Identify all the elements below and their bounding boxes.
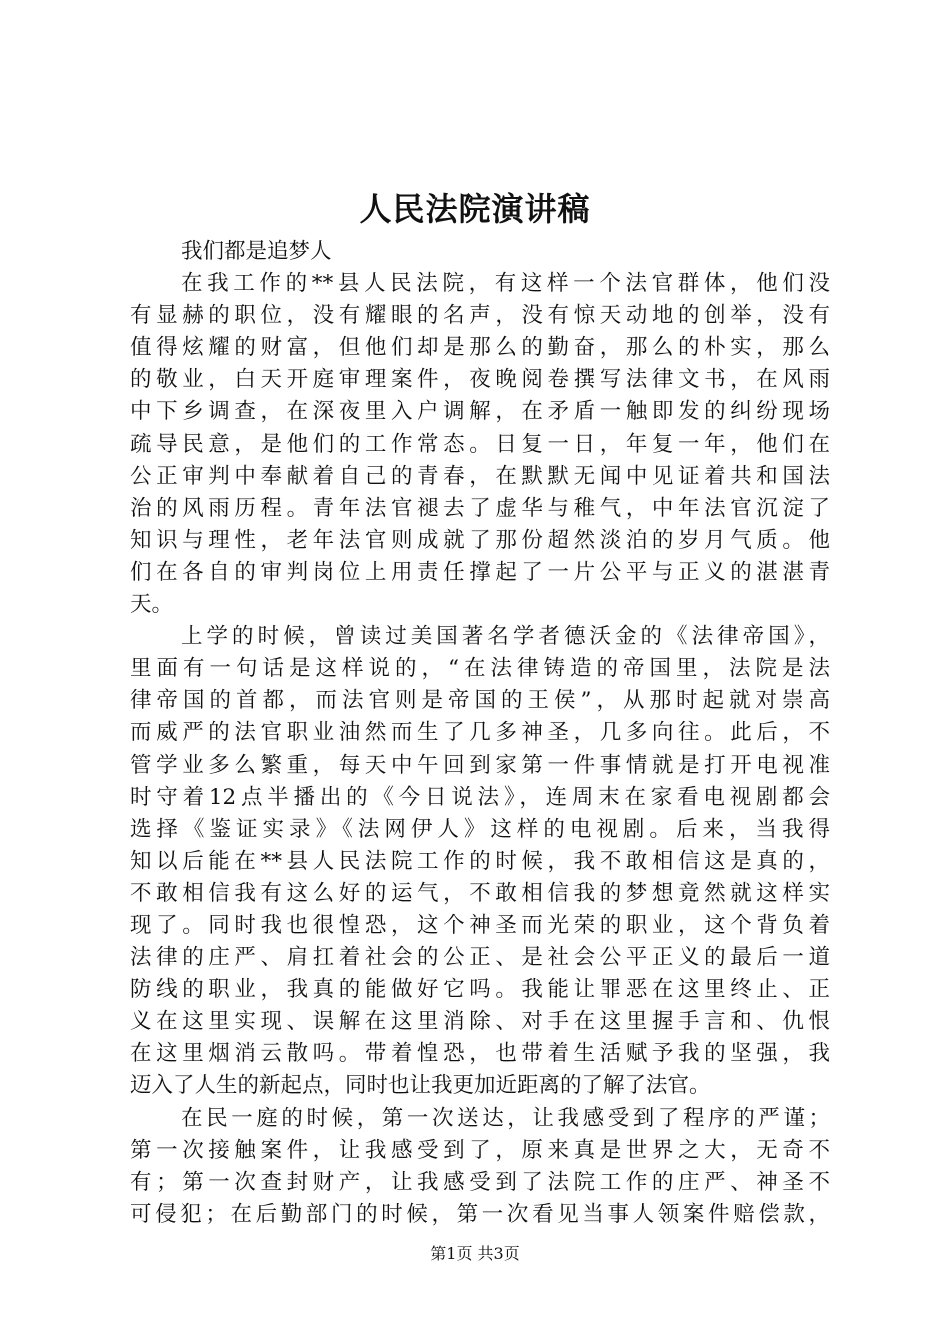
text-line: 治的风雨历程。青年法官褪去了虚华与稚气，中年法官沉淀了: [130, 495, 830, 521]
text-line: 有显赫的职位，没有耀眼的名声，没有惊天动地的创举，没有: [130, 303, 830, 329]
document-subtitle: 我们都是追梦人: [181, 239, 332, 264]
text-line: 律帝国的首都，而法官则是帝国的王侯”，从那时起就对崇高: [130, 688, 830, 714]
text-line: 迈入了人生的新起点，同时也让我更加近距离的了解了法官。: [130, 1073, 711, 1099]
text-line: 在这里烟消云散吗。带着惶恐，也带着生活赋予我的坚强，我: [130, 1041, 830, 1067]
text-line: 在我工作的**县人民法院，有这样一个法官群体，他们没: [181, 271, 830, 297]
text-line: 有；第一次查封财产，让我感受到了法院工作的庄严、神圣不: [130, 1169, 830, 1195]
text-line: 们在各自的审判岗位上用责任撑起了一片公平与正义的湛湛青: [130, 559, 830, 585]
text-line: 中下乡调查，在深夜里入户调解，在矛盾一触即发的纠纷现场: [130, 399, 830, 425]
text-line: 里面有一句话是这样说的，“在法律铸造的帝国里，法院是法: [130, 656, 830, 682]
text-line: 在民一庭的时候，第一次送达，让我感受到了程序的严谨；: [181, 1105, 830, 1131]
text-line: 值得炫耀的财富，但他们却是那么的勤奋，那么的朴实，那么: [130, 335, 830, 361]
body-lines: [130, 268, 830, 1231]
text-line: 上学的时候，曾读过美国著名学者德沃金的《法律帝国》，: [181, 624, 830, 650]
text-line: 不敢相信我有这么好的运气，不敢相信我的梦想竟然就这样实: [130, 880, 830, 906]
text-line: 的敬业，白天开庭审理案件，夜晚阅卷撰写法律文书，在风雨: [130, 367, 830, 393]
text-line: 时守着12点半播出的《今日说法》，连周末在家看电视剧都会: [130, 784, 830, 810]
document-body: [130, 236, 830, 1231]
text-line: 知识与理性，老年法官则成就了那份超然淡泊的岁月气质。他: [130, 527, 830, 553]
text-line: 天。: [130, 592, 174, 618]
text-line: 可侵犯；在后勤部门的时候，第一次看见当事人领案件赔偿款，: [130, 1201, 830, 1227]
text-line: 公正审判中奉献着自己的青春，在默默无闻中见证着共和国法: [130, 463, 830, 489]
text-line: 疏导民意，是他们的工作常态。日复一日，年复一年，他们在: [130, 431, 830, 457]
text-line: 现了。同时我也很惶恐，这个神圣而光荣的职业，这个背负着: [130, 912, 830, 938]
text-line: 而威严的法官职业油然而生了几多神圣，几多向往。此后，不: [130, 720, 830, 746]
page-footer: 第1页 共3页: [430, 1244, 520, 1263]
text-line: 知以后能在**县人民法院工作的时候，我不敢相信这是真的，: [130, 848, 830, 874]
text-line: 法律的庄严、肩扛着社会的公正、是社会公平正义的最后一道: [130, 945, 830, 971]
document-title: 人民法院演讲稿: [359, 190, 591, 228]
text-line: 管学业多么繁重，每天中午回到家第一件事情就是打开电视准: [130, 752, 830, 778]
text-line: 义在这里实现、误解在这里消除、对手在这里握手言和、仇恨: [130, 1009, 830, 1035]
text-line: 第一次接触案件，让我感受到了，原来真是世界之大，无奇不: [130, 1137, 830, 1163]
text-line: 防线的职业，我真的能做好它吗。我能让罪恶在这里终止、正: [130, 977, 830, 1003]
text-line: 选择《鉴证实录》《法网伊人》这样的电视剧。后来，当我得: [130, 816, 830, 842]
